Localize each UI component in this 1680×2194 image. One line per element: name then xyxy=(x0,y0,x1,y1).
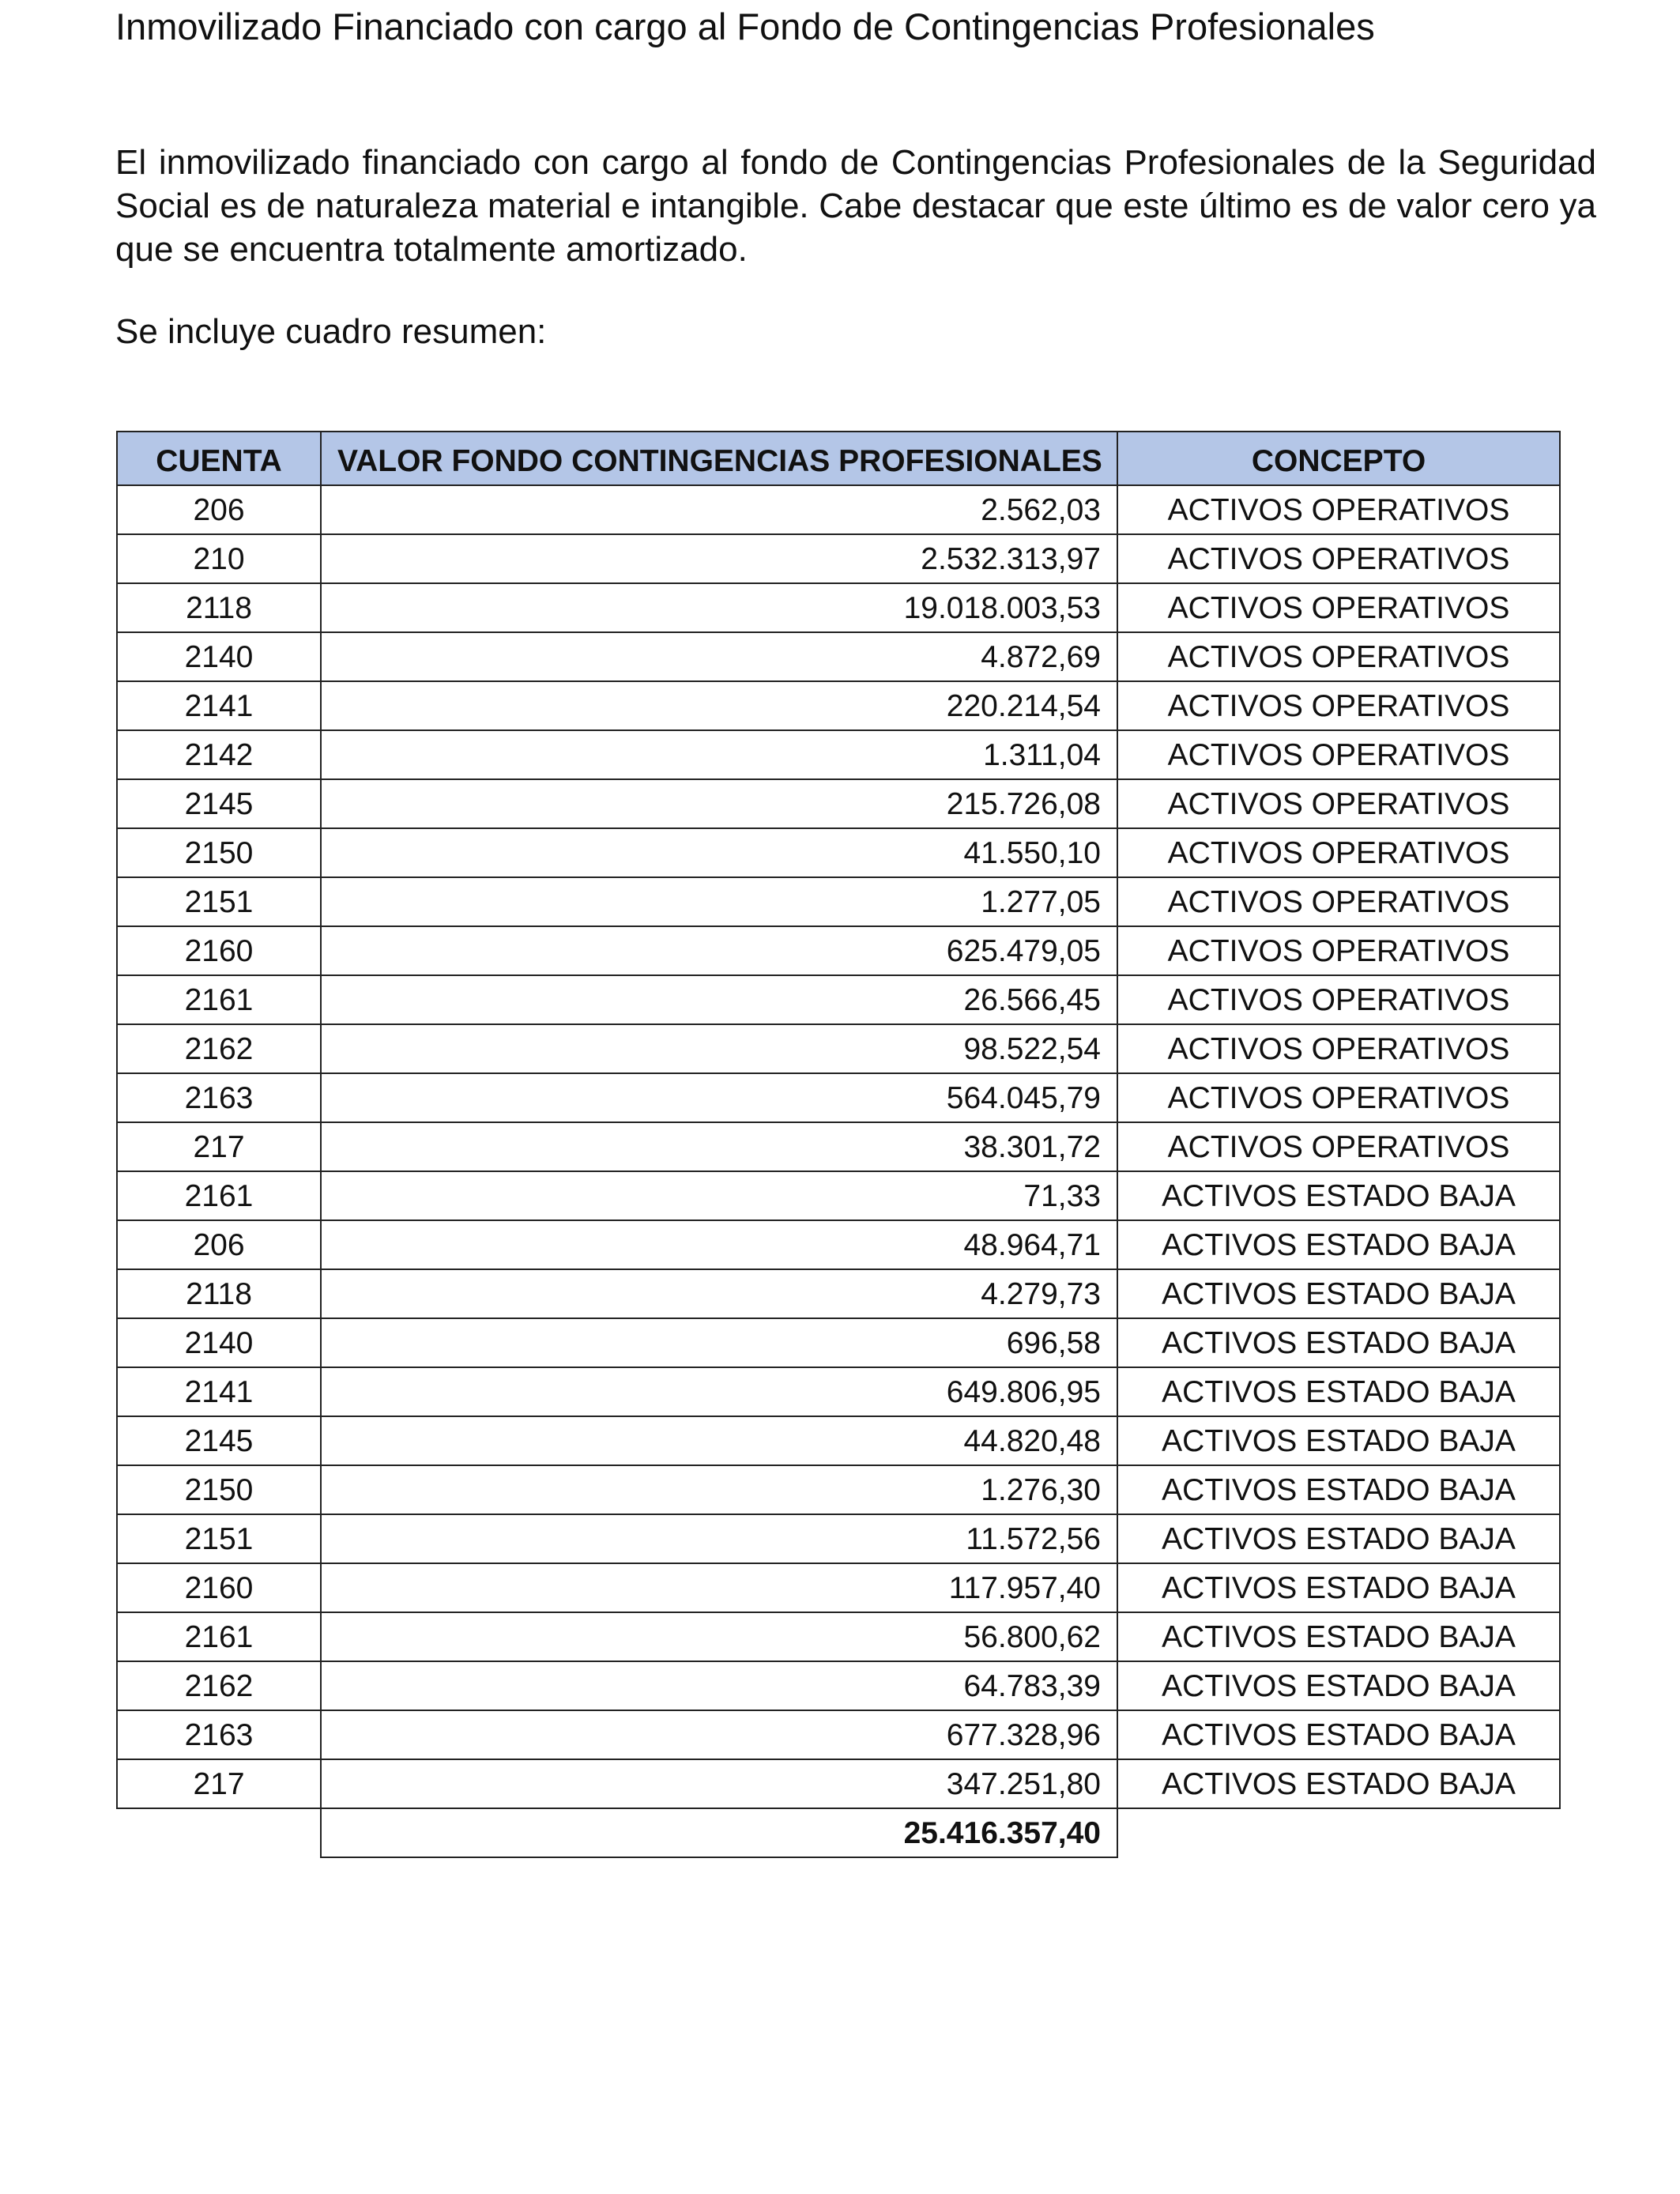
valor-cell: 44.820,48 xyxy=(321,1416,1117,1465)
table-row xyxy=(117,534,1560,583)
concepto-cell: ACTIVOS ESTADO BAJA xyxy=(1117,1710,1560,1759)
valor-cell: 649.806,95 xyxy=(321,1367,1117,1416)
valor-cell: 1.277,05 xyxy=(321,877,1117,926)
concepto-cell: ACTIVOS OPERATIVOS xyxy=(1117,730,1560,779)
table-row xyxy=(117,877,1560,926)
table-row xyxy=(117,632,1560,681)
valor-cell: 4.279,73 xyxy=(321,1269,1117,1318)
concepto-cell: ACTIVOS ESTADO BAJA xyxy=(1117,1612,1560,1661)
concepto-cell: ACTIVOS ESTADO BAJA xyxy=(1117,1759,1560,1808)
concepto-cell: ACTIVOS ESTADO BAJA xyxy=(1117,1367,1560,1416)
total-blank-cell xyxy=(1117,1808,1560,1857)
concepto-cell: ACTIVOS ESTADO BAJA xyxy=(1117,1318,1560,1367)
table-row xyxy=(117,1171,1560,1220)
valor-cell: 1.311,04 xyxy=(321,730,1117,779)
table-row xyxy=(117,681,1560,730)
cuenta-cell: 2140 xyxy=(117,1318,321,1367)
header-row xyxy=(117,432,1560,485)
cuenta-cell: 210 xyxy=(117,534,321,583)
table-row xyxy=(117,485,1560,534)
intro-paragraph: El inmovilizado financiado con cargo al fondo de Contingencias Profesionales de la Seguridad Social es de naturaleza material e intangible. Cabe destacar que este último es de valor cero ya que se encuentra totalmente amortizado. xyxy=(115,143,1596,269)
table-row xyxy=(117,1661,1560,1710)
table-row xyxy=(117,1318,1560,1367)
table-row xyxy=(117,1710,1560,1759)
table-row xyxy=(117,779,1560,828)
total-value: 25.416.357,40 xyxy=(321,1808,1117,1857)
header-cuenta: CUENTA xyxy=(117,432,321,485)
cuenta-cell: 2160 xyxy=(117,926,321,975)
valor-cell: 71,33 xyxy=(321,1171,1117,1220)
concepto-cell: ACTIVOS OPERATIVOS xyxy=(1117,779,1560,828)
concepto-cell: ACTIVOS OPERATIVOS xyxy=(1117,1073,1560,1122)
header-valor: VALOR FONDO CONTINGENCIAS PROFESIONALES xyxy=(321,432,1117,485)
cuenta-cell: 206 xyxy=(117,485,321,534)
table-row xyxy=(117,583,1560,632)
concepto-cell: ACTIVOS ESTADO BAJA xyxy=(1117,1514,1560,1563)
concepto-cell: ACTIVOS ESTADO BAJA xyxy=(1117,1465,1560,1514)
valor-cell: 2.562,03 xyxy=(321,485,1117,534)
cuenta-cell: 2141 xyxy=(117,681,321,730)
table-row xyxy=(117,828,1560,877)
concepto-cell: ACTIVOS ESTADO BAJA xyxy=(1117,1563,1560,1612)
table-body xyxy=(117,485,1560,1808)
cuenta-cell: 2151 xyxy=(117,877,321,926)
concepto-cell: ACTIVOS OPERATIVOS xyxy=(1117,1122,1560,1171)
concepto-cell: ACTIVOS OPERATIVOS xyxy=(1117,828,1560,877)
valor-cell: 38.301,72 xyxy=(321,1122,1117,1171)
cuenta-cell: 2151 xyxy=(117,1514,321,1563)
valor-cell: 625.479,05 xyxy=(321,926,1117,975)
summary-table xyxy=(116,431,1561,1858)
cuenta-cell: 217 xyxy=(117,1122,321,1171)
valor-cell: 26.566,45 xyxy=(321,975,1117,1024)
table-row xyxy=(117,1612,1560,1661)
table-row xyxy=(117,730,1560,779)
valor-cell: 98.522,54 xyxy=(321,1024,1117,1073)
header-concepto: CONCEPTO xyxy=(1117,432,1560,485)
valor-cell: 117.957,40 xyxy=(321,1563,1117,1612)
cuenta-cell: 2161 xyxy=(117,975,321,1024)
concepto-cell: ACTIVOS OPERATIVOS xyxy=(1117,975,1560,1024)
cuenta-cell: 2145 xyxy=(117,779,321,828)
cuenta-cell: 217 xyxy=(117,1759,321,1808)
cuenta-cell: 2141 xyxy=(117,1367,321,1416)
concepto-cell: ACTIVOS OPERATIVOS xyxy=(1117,485,1560,534)
table-row xyxy=(117,1122,1560,1171)
valor-cell: 4.872,69 xyxy=(321,632,1117,681)
concepto-cell: ACTIVOS ESTADO BAJA xyxy=(1117,1269,1560,1318)
cuenta-cell: 2150 xyxy=(117,828,321,877)
cuenta-cell: 2140 xyxy=(117,632,321,681)
table-row xyxy=(117,1563,1560,1612)
cuenta-cell: 2161 xyxy=(117,1612,321,1661)
concepto-cell: ACTIVOS OPERATIVOS xyxy=(1117,632,1560,681)
valor-cell: 1.276,30 xyxy=(321,1465,1117,1514)
concepto-cell: ACTIVOS OPERATIVOS xyxy=(1117,534,1560,583)
total-row xyxy=(117,1808,1560,1857)
valor-cell: 48.964,71 xyxy=(321,1220,1117,1269)
valor-cell: 41.550,10 xyxy=(321,828,1117,877)
table-row xyxy=(117,1073,1560,1122)
total-blank-cell xyxy=(117,1808,321,1857)
table-row xyxy=(117,975,1560,1024)
valor-cell: 2.532.313,97 xyxy=(321,534,1117,583)
concepto-cell: ACTIVOS OPERATIVOS xyxy=(1117,877,1560,926)
table-row xyxy=(117,1514,1560,1563)
table-lead-in: Se incluye cuadro resumen: xyxy=(115,312,547,351)
page-title: Inmovilizado Financiado con cargo al Fondo de Contingencias Profesionales xyxy=(115,6,1375,47)
valor-cell: 677.328,96 xyxy=(321,1710,1117,1759)
valor-cell: 696,58 xyxy=(321,1318,1117,1367)
cuenta-cell: 206 xyxy=(117,1220,321,1269)
table-row xyxy=(117,1269,1560,1318)
cuenta-cell: 2161 xyxy=(117,1171,321,1220)
cuenta-cell: 2163 xyxy=(117,1710,321,1759)
table-row xyxy=(117,1024,1560,1073)
valor-cell: 19.018.003,53 xyxy=(321,583,1117,632)
concepto-cell: ACTIVOS OPERATIVOS xyxy=(1117,926,1560,975)
cuenta-cell: 2163 xyxy=(117,1073,321,1122)
table-row xyxy=(117,1416,1560,1465)
table-header xyxy=(117,432,1560,485)
concepto-cell: ACTIVOS ESTADO BAJA xyxy=(1117,1661,1560,1710)
concepto-cell: ACTIVOS OPERATIVOS xyxy=(1117,1024,1560,1073)
valor-cell: 64.783,39 xyxy=(321,1661,1117,1710)
cuenta-cell: 2142 xyxy=(117,730,321,779)
concepto-cell: ACTIVOS OPERATIVOS xyxy=(1117,583,1560,632)
table-row xyxy=(117,1465,1560,1514)
valor-cell: 564.045,79 xyxy=(321,1073,1117,1122)
table-footer xyxy=(117,1808,1560,1857)
valor-cell: 11.572,56 xyxy=(321,1514,1117,1563)
cuenta-cell: 2162 xyxy=(117,1024,321,1073)
table-row xyxy=(117,1367,1560,1416)
concepto-cell: ACTIVOS ESTADO BAJA xyxy=(1117,1220,1560,1269)
cuenta-cell: 2145 xyxy=(117,1416,321,1465)
concepto-cell: ACTIVOS OPERATIVOS xyxy=(1117,681,1560,730)
table-row xyxy=(117,1759,1560,1808)
valor-cell: 220.214,54 xyxy=(321,681,1117,730)
valor-cell: 56.800,62 xyxy=(321,1612,1117,1661)
cuenta-cell: 2160 xyxy=(117,1563,321,1612)
valor-cell: 347.251,80 xyxy=(321,1759,1117,1808)
table-row xyxy=(117,1220,1560,1269)
cuenta-cell: 2150 xyxy=(117,1465,321,1514)
cuenta-cell: 2162 xyxy=(117,1661,321,1710)
concepto-cell: ACTIVOS ESTADO BAJA xyxy=(1117,1416,1560,1465)
valor-cell: 215.726,08 xyxy=(321,779,1117,828)
table-row xyxy=(117,926,1560,975)
cuenta-cell: 2118 xyxy=(117,1269,321,1318)
cuenta-cell: 2118 xyxy=(117,583,321,632)
concepto-cell: ACTIVOS ESTADO BAJA xyxy=(1117,1171,1560,1220)
